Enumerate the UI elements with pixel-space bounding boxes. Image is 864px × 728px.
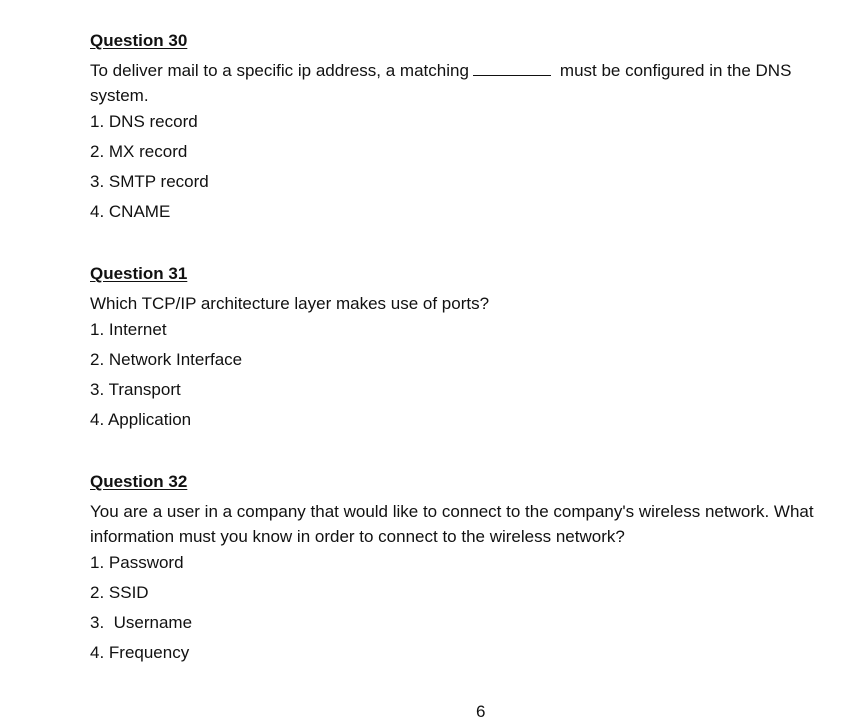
question-text bbox=[90, 58, 850, 108]
question-text-after-blank: must be configured in the DNS system. bbox=[90, 61, 792, 105]
option-1: 1. DNS record bbox=[90, 112, 198, 131]
question-text: You are a user in a company that would like to connect to the company's wireless network. What information must you know in order to connect to the wireless network? bbox=[90, 502, 814, 546]
option-2: 2. MX record bbox=[90, 142, 188, 161]
question-31 bbox=[90, 264, 850, 440]
question-title: Question 30 bbox=[90, 31, 188, 50]
question-text: Which TCP/IP architecture layer makes use of ports? bbox=[90, 294, 490, 313]
option-4: 4. CNAME bbox=[90, 202, 171, 221]
page-number: 6 bbox=[476, 702, 486, 721]
question-title: Question 32 bbox=[90, 472, 188, 491]
option-1: 1. Internet bbox=[90, 320, 167, 339]
question-32 bbox=[90, 472, 850, 673]
question-30 bbox=[90, 31, 850, 232]
option-2: 2. Network Interface bbox=[90, 350, 243, 369]
option-4: 4. Frequency bbox=[90, 643, 190, 662]
option-3: 3. Username bbox=[90, 613, 193, 632]
option-3: 3. SMTP record bbox=[90, 172, 209, 191]
question-text-before-blank: To deliver mail to a specific ip address, a matching bbox=[90, 61, 469, 80]
option-1: 1. Password bbox=[90, 553, 184, 572]
question-title: Question 31 bbox=[90, 264, 188, 283]
option-4: 4. Application bbox=[90, 410, 192, 429]
answer-blank bbox=[473, 60, 551, 76]
option-2: 2. SSID bbox=[90, 583, 149, 602]
option-3: 3. Transport bbox=[90, 380, 181, 399]
